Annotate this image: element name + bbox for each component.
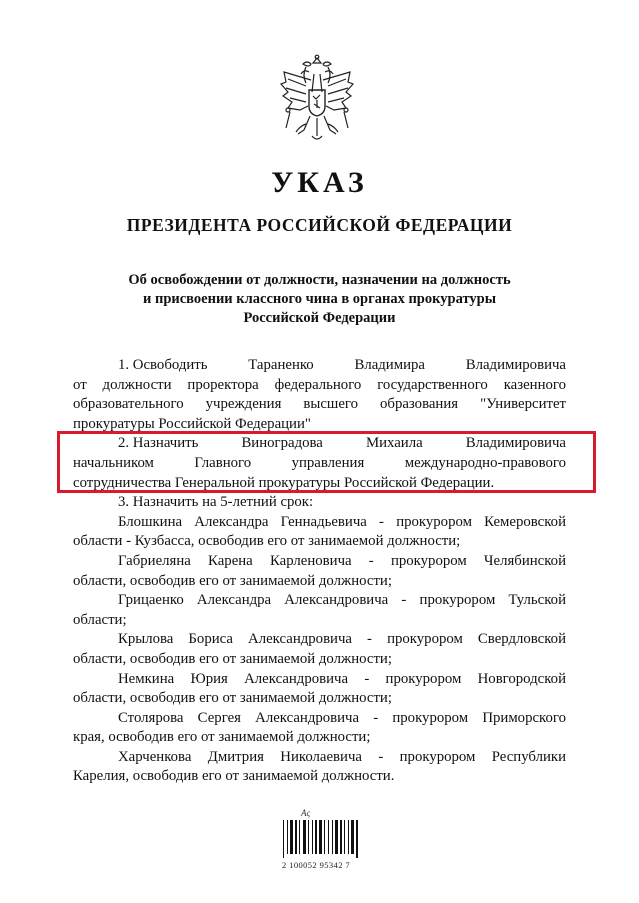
appointment-line: области, освободив его от занимаемой должности; [73, 650, 392, 667]
appointment-line: Крылова Бориса Александровича - прокурором Свердловской [118, 631, 566, 648]
item2-line: начальником Главного управления международно-правового [73, 454, 566, 471]
decree-heading [60, 271, 579, 328]
appointment-line: области, освободив его от занимаемой должности; [73, 572, 392, 589]
decree-title: УКАЗ [271, 166, 368, 199]
item2-line: сотрудничества Генеральной прокуратуры Российской Федерации. [73, 474, 495, 491]
item3-intro: 3. Назначить на 5-летний срок: [118, 494, 314, 511]
barcode-handwritten-mark: Ας [301, 808, 311, 818]
appointment-line: Блошкина Александра Геннадьевича - прокурором Кемеровской [118, 513, 566, 530]
appointment-line: Столярова Сергея Александровича - прокурором Приморского [118, 709, 566, 726]
coat-of-arms-emblem [276, 52, 358, 148]
item1-line: от должности проректора федерального государственного казенного [73, 376, 566, 393]
appointment-line: Габриеляна Карена Карленовича - прокурором Челябинской [118, 552, 566, 569]
appointment-line: области - Кузбасса, освободив его от занимаемой должности; [73, 533, 461, 550]
appointment-line: области, освободив его от занимаемой должности; [73, 690, 392, 707]
appointment-line: Грицаенко Александра Александровича - прокурором Тульской [118, 592, 566, 609]
item1-line: прокуратуры Российской Федерации" [73, 415, 311, 432]
appointment-line: Харченкова Дмитрия Николаевича - прокурором Республики [118, 748, 566, 765]
heading-line: Об освобождении от должности, назначении на должность [128, 272, 511, 288]
barcode-number: 2 100052 95342 7 [282, 860, 351, 870]
item1-line: образовательного учреждения высшего образования "Университет [73, 396, 566, 413]
item2-line: 2. Назначить Виноградова Михаила Владимировича [118, 435, 566, 452]
heading-line: и присвоении классного чина в органах прокуратуры [142, 291, 497, 307]
appointment-line: области; [73, 611, 127, 628]
highlight-box [57, 431, 596, 493]
heading-line: Российской Федерации [243, 310, 396, 326]
item1-line: 1. Освободить Тараненко Владимира Владимировича [118, 357, 566, 373]
appointment-line: Карелия, освободив его от занимаемой должности. [73, 768, 395, 785]
appointment-line: края, освободив его от занимаемой должности; [73, 729, 371, 746]
decree-subtitle: ПРЕЗИДЕНТА РОССИЙСКОЙ ФЕДЕРАЦИИ [126, 215, 513, 235]
appointment-line: Немкина Юрия Александровича - прокурором Новгородской [118, 670, 566, 687]
decree-body [73, 356, 566, 787]
barcode-icon [282, 820, 370, 858]
